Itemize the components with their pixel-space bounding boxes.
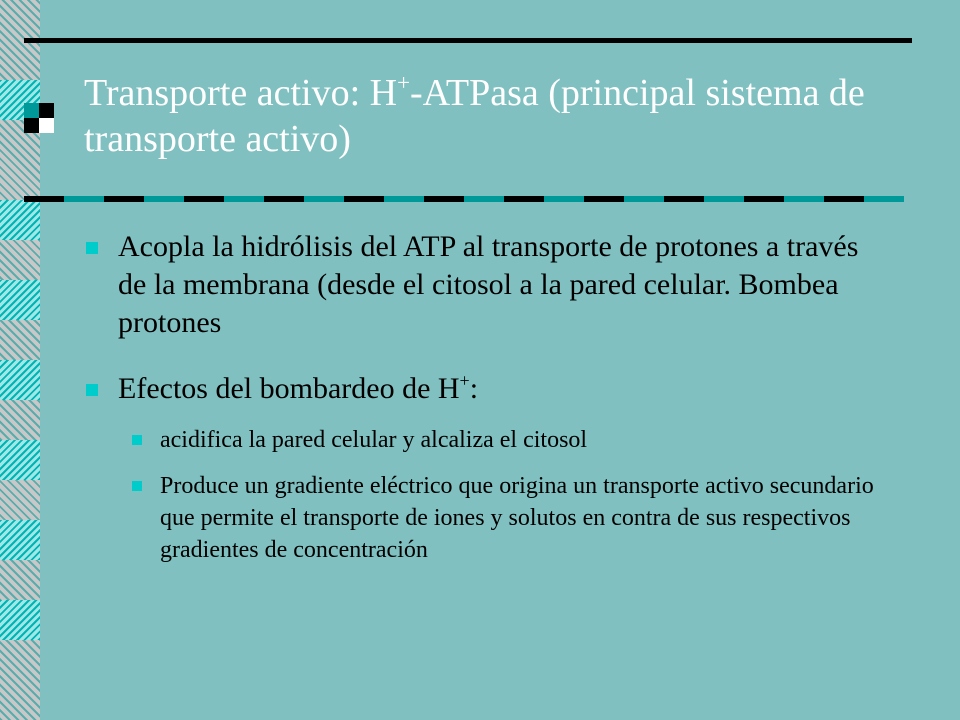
title-superscript: + (397, 70, 410, 96)
strip-band (0, 280, 40, 320)
bullet-superscript: + (459, 370, 470, 391)
main-bullet-list-2 (84, 370, 884, 408)
sub-bullet-text: acidifica la pared celular y alcaliza el citosol (160, 427, 588, 453)
bullet-text-main: Efectos del bombardeo de H (118, 372, 460, 405)
strip-band (0, 600, 40, 640)
strip-band (0, 200, 40, 240)
sub-bullet-square-icon (132, 481, 142, 491)
sub-bullet-list (130, 424, 890, 566)
sub-bullet-item (130, 470, 890, 566)
top-rule (24, 38, 912, 43)
title-main: Transporte activo: H (84, 72, 398, 114)
strip-band (0, 440, 40, 480)
sub-bullet-item (130, 424, 890, 456)
bullet-item (84, 228, 884, 342)
sub-bullet-text: Produce un gradiente eléctrico que origina un transporte activo secundario que permite el transporte de iones y solutos en contra de sus respectivos gradientes de concentración (160, 473, 874, 563)
title-checker-icon (24, 103, 54, 133)
bullet-text-colon: : (469, 372, 479, 405)
bullet-square-icon (86, 242, 98, 254)
bullet-text: Acopla la hidrólisis del ATP al transporte de protones a través de la membrana (desde el citosol a la pared celular. Bombea protones (118, 230, 859, 339)
bullet-text (118, 372, 478, 405)
bullet-item (84, 370, 884, 408)
strip-band (0, 520, 40, 560)
bullet-square-icon (86, 384, 98, 396)
title-divider (24, 196, 904, 202)
slide-title (84, 70, 924, 162)
main-bullet-list (84, 228, 884, 342)
title-rest: -ATPasa (principal sistema de transporte activo) (84, 72, 865, 160)
sub-bullet-square-icon (132, 435, 142, 445)
strip-band (0, 360, 40, 400)
